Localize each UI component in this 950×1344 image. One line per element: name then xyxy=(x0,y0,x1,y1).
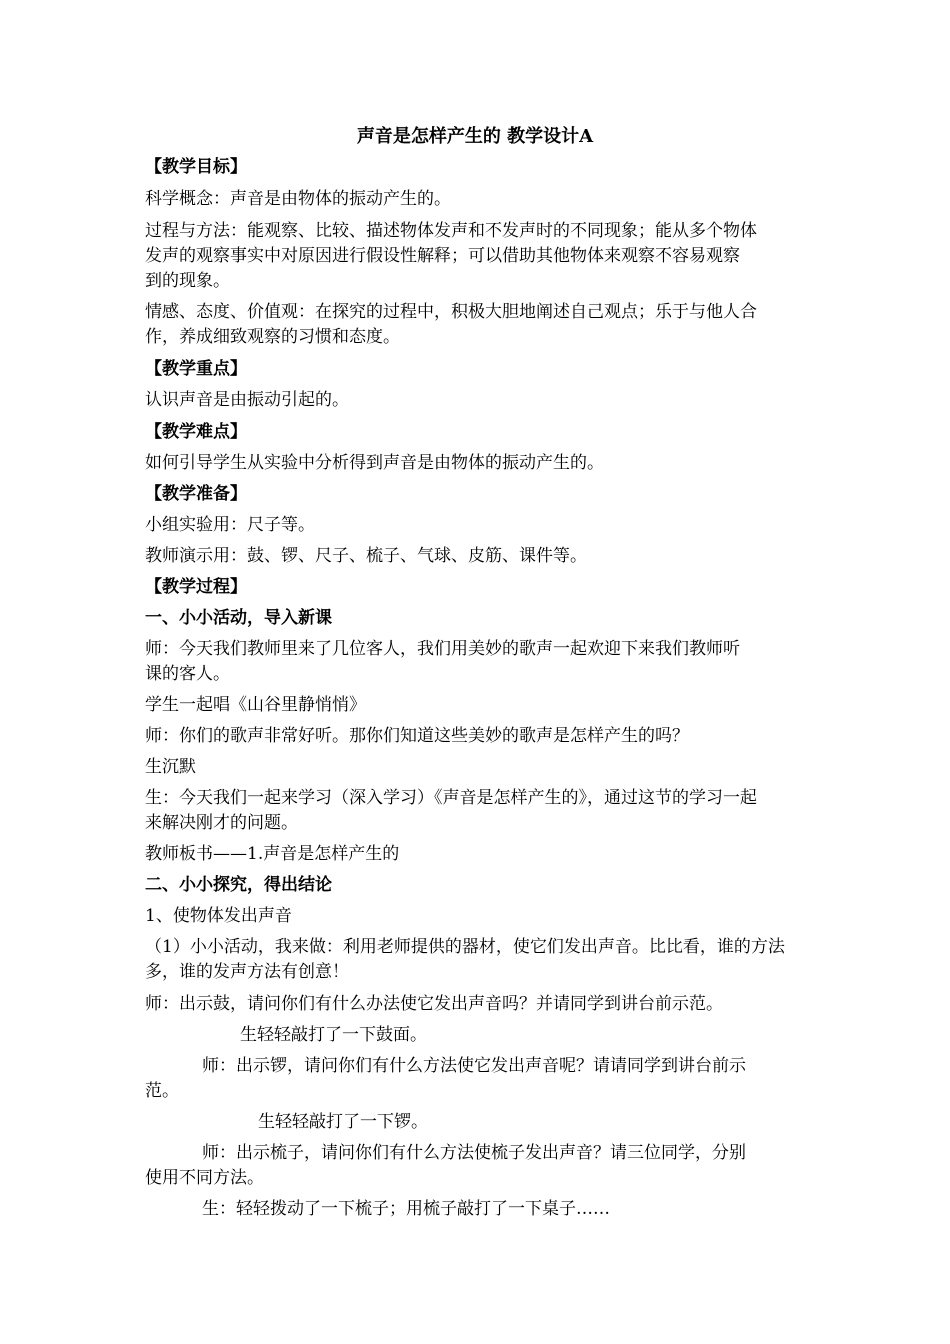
drum-teacher: 师：出示鼓，请问你们有什么办法使它发出声音吗？并请同学到讲台前示范。 xyxy=(145,994,723,1014)
activity-line-2: 多，谁的发声方法有创意！ xyxy=(145,962,349,982)
goal-concept: 科学概念：声音是由物体的振动产生的。 xyxy=(145,189,451,209)
key-points-text: 认识声音是由振动引起的。 xyxy=(145,390,349,410)
difficult-points-text: 如何引导学生从实验中分析得到声音是由物体的振动产生的。 xyxy=(145,453,604,473)
teacher-intro-line-1: 师：今天我们教师里来了几位客人，我们用美妙的歌声一起欢迎下来我们教师听 xyxy=(145,639,740,659)
board-writing: 教师板书——1.声音是怎样产生的 xyxy=(145,844,400,864)
comb-teacher-line-2: 使用不同方法。 xyxy=(145,1168,264,1188)
teacher-question: 师：你们的歌声非常好听。那你们知道这些美妙的歌声是怎样产生的吗？ xyxy=(145,726,689,746)
goal-process-line-3: 到的现象。 xyxy=(145,271,230,291)
comb-student: 生：轻轻拨动了一下梳子；用梳子敲打了一下桌子…… xyxy=(202,1199,610,1219)
gong-teacher-line-2: 范。 xyxy=(145,1081,179,1101)
students-sing: 学生一起唱《山谷里静悄悄》 xyxy=(145,695,366,715)
heading-teaching-process: 【教学过程】 xyxy=(145,577,247,597)
activity-line-1: （1）小小活动，我来做：利用老师提供的器材，使它们发出声音。比比看，谁的方法 xyxy=(145,937,785,957)
prep-teacher: 教师演示用：鼓、锣、尺子、梳子、气球、皮筋、课件等。 xyxy=(145,546,587,566)
goal-attitude-line-2: 作，养成细致观察的习惯和态度。 xyxy=(145,327,400,347)
student-line-2: 来解决刚才的问题。 xyxy=(145,813,298,833)
heading-preparation: 【教学准备】 xyxy=(145,484,247,504)
goal-process-line-1: 过程与方法：能观察、比较、描述物体发声和不发声时的不同现象；能从多个物体 xyxy=(145,221,757,241)
goal-process-line-2: 发声的观察事实中对原因进行假设性解释；可以借助其他物体来观察不容易观察 xyxy=(145,246,740,266)
goal-attitude-line-1: 情感、态度、价值观：在探究的过程中，积极大胆地阐述自己观点；乐于与他人合 xyxy=(145,302,757,322)
section-1-title: 一、小小活动，导入新课 xyxy=(145,608,332,628)
document-title: 声音是怎样产生的 教学设计A xyxy=(356,126,594,147)
heading-key-points: 【教学重点】 xyxy=(145,359,247,379)
gong-teacher-line-1: 师：出示锣，请问你们有什么方法使它发出声音呢？请请同学到讲台前示 xyxy=(202,1056,746,1076)
heading-difficult-points: 【教学难点】 xyxy=(145,422,247,442)
comb-teacher-line-1: 师：出示梳子，请问你们有什么方法使梳子发出声音？请三位同学，分别 xyxy=(202,1143,746,1163)
subsection-1: 1、使物体发出声音 xyxy=(145,906,292,926)
students-silent: 生沉默 xyxy=(145,757,196,777)
heading-teaching-goals: 【教学目标】 xyxy=(145,157,247,177)
drum-student: 生轻轻敲打了一下鼓面。 xyxy=(240,1025,427,1045)
student-line-1: 生：今天我们一起来学习（深入学习）《声音是怎样产生的》，通过这节的学习一起 xyxy=(145,788,757,808)
prep-group: 小组实验用：尺子等。 xyxy=(145,515,315,535)
section-2-title: 二、小小探究，得出结论 xyxy=(145,875,332,895)
teacher-intro-line-2: 课的客人。 xyxy=(145,664,230,684)
gong-student: 生轻轻敲打了一下锣。 xyxy=(258,1112,428,1132)
